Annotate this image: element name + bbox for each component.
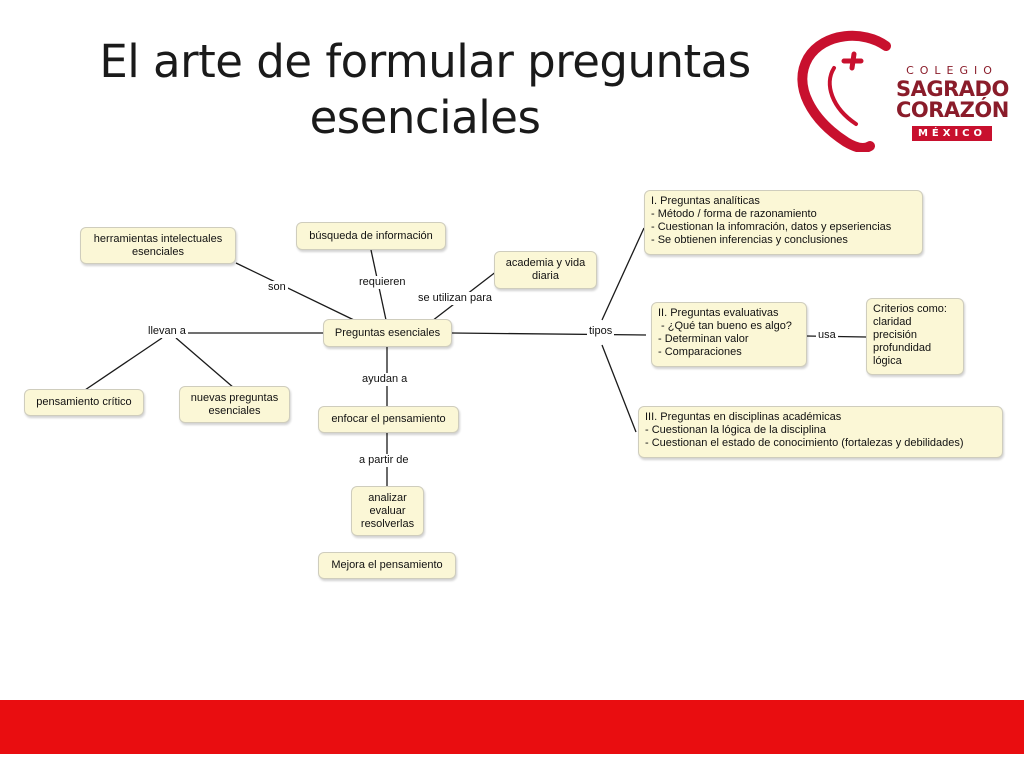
node-preguntas-analiticas: I. Preguntas analíticas - Método / forma de razonamiento - Cuestionan la infomración, datos y epseriencias - Se obtienen inferencias y conclusiones — [644, 190, 923, 255]
node-analizar: analizar evaluar resolverlas — [351, 486, 424, 536]
logo-line-1: SAGRADO — [896, 77, 1009, 101]
connector-llevan-nuevas — [176, 338, 234, 388]
node-criterios: Criterios como: claridad precisión profundidad lógica — [866, 298, 964, 375]
node-preguntas-esenciales: Preguntas esenciales — [323, 319, 452, 347]
link-label-llevan: llevan a — [148, 325, 186, 337]
connector-tipos-analiticas — [602, 228, 644, 320]
footer-red-band — [0, 700, 1024, 754]
connector-llevan-critico — [82, 338, 162, 392]
node-herramientas: herramientas intelectuales esenciales — [80, 227, 236, 264]
node-enfocar: enfocar el pensamiento — [318, 406, 459, 433]
node-preguntas-evaluativas: II. Preguntas evaluativas - ¿Qué tan bueno es algo? - Determinan valor - Comparaciones — [651, 302, 807, 367]
node-academia: academia y vida diaria — [494, 251, 597, 289]
node-mejora: Mejora el pensamiento — [318, 552, 456, 579]
connector-tipos — [452, 333, 646, 335]
logo-colegio: COLEGIO — [906, 64, 998, 77]
title-line-2: esenciales — [309, 91, 541, 144]
node-pensamiento-critico: pensamiento crítico — [24, 389, 144, 416]
node-nuevas-preguntas: nuevas preguntas esenciales — [179, 386, 290, 423]
logo-line-2: CORAZÓN — [896, 98, 1009, 122]
title-line-1: El arte de formular preguntas — [99, 35, 751, 88]
link-label-son: son — [268, 281, 286, 293]
node-busqueda: búsqueda de información — [296, 222, 446, 250]
logo-country: MÉXICO — [912, 126, 992, 141]
link-label-a-partir: a partir de — [359, 454, 409, 466]
link-label-usa: usa — [818, 329, 836, 341]
connector-son — [236, 263, 356, 321]
connector-tipos-disciplinas — [602, 345, 636, 432]
link-label-ayudan: ayudan a — [362, 373, 408, 385]
link-label-se-utilizan: se utilizan para — [418, 292, 492, 304]
link-label-tipos: tipos — [589, 325, 613, 337]
node-preguntas-disciplinas: III. Preguntas en disciplinas académicas - Cuestionan la lógica de la disciplina - Cuestionan el estado de conocimiento (fortalezas y debilidades) — [638, 406, 1003, 458]
link-label-requieren: requieren — [359, 276, 406, 288]
